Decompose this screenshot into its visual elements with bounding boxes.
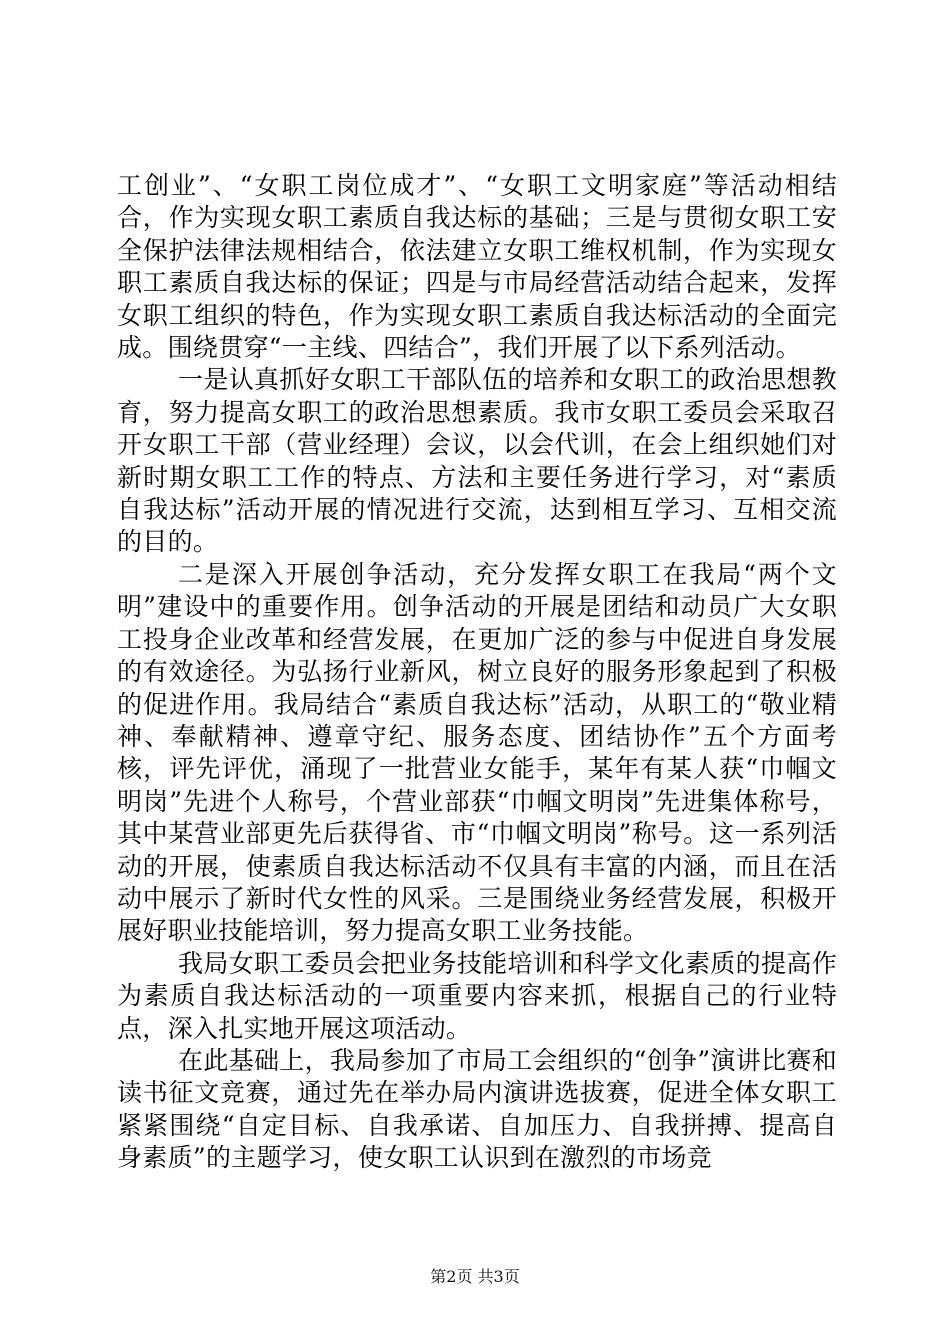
paragraph-political-education: 一是认真抓好女职工干部队伍的培养和女职工的政治思想教育，努力提高女职工的政治思想素质。我市女职工委员会采取召开女职工干部（营业经理）会议，以会代训，在会上组织她们对新时期女职工工作的特点、方法和主要任务进行学习，对“素质自我达标”活动开展的情况进行交流，达到相互学习、互相交流的目的。 xyxy=(117,365,837,557)
paragraph-skills-training: 我局女职工委员会把业务技能培训和科学文化素质的提高作为素质自我达标活动的一项重要内容来抓，根据自己的行业特点，深入扎实地开展这项活动。 xyxy=(117,948,837,1043)
paragraph-competition-activities: 二是深入开展创争活动，充分发挥女职工在我局“两个文明”建设中的重要作用。创争活动的开展是团结和动员广大女职工投身企业改革和经营发展，在更加广泛的参与中促进自身发展的有效途径。为弘扬行业新风，树立良好的服务形象起到了积极的促进作用。我局结合“素质自我达标”活动，从职工的“敬业精神、奉献精神、遵章守纪、服务态度、团结协作”五个方面考核，评先评优，涌现了一批营业女能手，某年有某人获“巾帼文明岗”先进个人称号，个营业部获“巾帼文明岗”先进集体称号，其中某营业部更先后获得省、市“巾帼文明岗”称号。这一系列活动的开展，使素质自我达标活动不仅具有丰富的内涵，而且在活动中展示了新时代女性的风采。三是围绕业务经营发展，积极开展好职业技能培训，努力提高女职工业务技能。 xyxy=(117,559,837,946)
page-footer: 第2页 共3页 xyxy=(430,1267,520,1286)
document-body xyxy=(117,170,837,1175)
paragraph-speech-contest: 在此基础上，我局参加了市局工会组织的“创争”演讲比赛和读书征文竞赛，通过先在举办局内演讲选拔赛，促进全体女职工紧紧围绕“自定目标、自我承诺、自加压力、自我拼搏、提高自身素质”的主题学习，使女职工认识到在激烈的市场竞 xyxy=(117,1045,837,1173)
paragraph-continuation: 工创业”、“女职工岗位成才”、“女职工文明家庭”等活动相结合，作为实现女职工素质自我达标的基础；三是与贯彻女职工安全保护法律法规相结合，依法建立女职工维权机制，作为实现女职工素质自我达标的保证；四是与市局经营活动结合起来，发挥女职工组织的特色，作为实现女职工素质自我达标活动的全面完成。围绕贯穿“一主线、四结合”，我们开展了以下系列活动。 xyxy=(117,171,837,363)
